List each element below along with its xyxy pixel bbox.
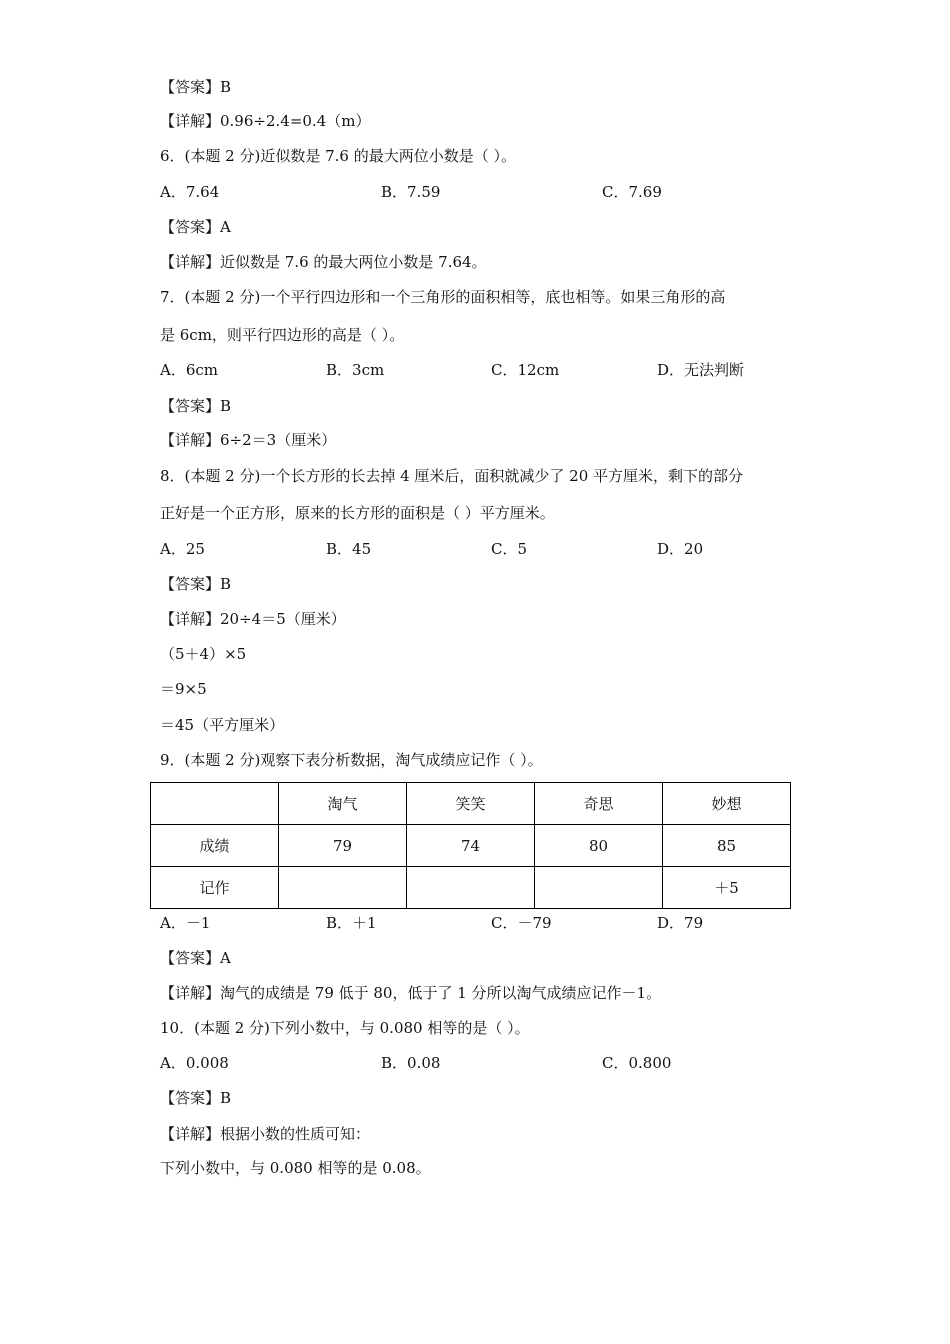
text-line: 9．(本题 2 分)观察下表分析数据，淘气成绩应记作（ ）。	[160, 751, 543, 769]
text-line: 【详解】20÷4＝5（厘米）	[160, 610, 346, 628]
score-table	[150, 782, 791, 909]
table-cell	[407, 867, 535, 909]
text-line: 【详解】近似数是 7.6 的最大两位小数是 7.64。	[160, 253, 487, 271]
text-line: 【答案】B	[160, 78, 232, 96]
text-line: 【答案】A	[160, 218, 231, 236]
text-line: ＝45（平方厘米）	[160, 716, 285, 734]
table-header-cell: 奇思	[535, 783, 663, 825]
table-cell: 79	[279, 825, 407, 867]
table-cell: 记作	[151, 867, 279, 909]
answer-option: A．6cm	[160, 361, 219, 379]
text-line: 【详解】0.96÷2.4=0.4（m）	[160, 112, 371, 130]
answer-option: A．25	[160, 540, 205, 558]
table-cell	[535, 867, 663, 909]
answer-option: A．7.64	[160, 183, 220, 201]
answer-option: C．5	[491, 540, 528, 558]
text-line: （5＋4）×5	[160, 645, 247, 663]
answer-option: C．0.800	[602, 1054, 672, 1072]
text-line: 【详解】根据小数的性质可知：	[160, 1125, 371, 1143]
answer-option: C．12cm	[491, 361, 560, 379]
answer-option: B．0.08	[381, 1054, 441, 1072]
text-line: 10．(本题 2 分)下列小数中，与 0.080 相等的是（ ）。	[160, 1019, 530, 1037]
answer-option: D．无法判断	[657, 361, 745, 379]
table-row	[151, 825, 791, 867]
text-line: 下列小数中，与 0.080 相等的是 0.08。	[160, 1159, 431, 1177]
table-header-cell: 笑笑	[407, 783, 535, 825]
answer-option: B．＋1	[326, 914, 377, 932]
answer-option: B．3cm	[326, 361, 385, 379]
table-cell: 成绩	[151, 825, 279, 867]
table-cell	[279, 867, 407, 909]
text-line: 8．(本题 2 分)一个长方形的长去掉 4 厘米后，面积就减少了 20 平方厘米，剩下的部分	[160, 467, 744, 485]
table-header-cell: 淘气	[279, 783, 407, 825]
table-header-row	[151, 783, 791, 825]
answer-option: A．0.008	[160, 1054, 229, 1072]
text-line: 【详解】淘气的成绩是 79 低于 80，低于了 1 分所以淘气成绩应记作－1。	[160, 984, 662, 1002]
table-row	[151, 867, 791, 909]
text-line: 【答案】B	[160, 397, 232, 415]
text-line: 正好是一个正方形，原来的长方形的面积是（ ）平方厘米。	[160, 504, 555, 522]
text-line: ＝9×5	[160, 680, 207, 698]
table-cell: 74	[407, 825, 535, 867]
answer-option: B．7.59	[381, 183, 441, 201]
answer-option: D．79	[657, 914, 704, 932]
table-cell: 80	[535, 825, 663, 867]
answer-option: B．45	[326, 540, 372, 558]
text-line: 是 6cm，则平行四边形的高是（ ）。	[160, 326, 405, 344]
answer-option: C．7.69	[602, 183, 662, 201]
table-header-cell: 妙想	[663, 783, 791, 825]
table-cell: 85	[663, 825, 791, 867]
answer-option: C．－79	[491, 914, 552, 932]
table-cell: ＋5	[663, 867, 791, 909]
table-header-cell	[151, 783, 279, 825]
text-line: 6．(本题 2 分)近似数是 7.6 的最大两位小数是（ ）。	[160, 147, 516, 165]
text-line: 【答案】A	[160, 949, 231, 967]
text-line: 【答案】B	[160, 575, 232, 593]
answer-option: D．20	[657, 540, 704, 558]
text-line: 【详解】6÷2＝3（厘米）	[160, 431, 337, 449]
answer-option: A．－1	[160, 914, 211, 932]
text-line: 【答案】B	[160, 1089, 232, 1107]
text-line: 7．(本题 2 分)一个平行四边形和一个三角形的面积相等，底也相等。如果三角形的高	[160, 288, 726, 306]
